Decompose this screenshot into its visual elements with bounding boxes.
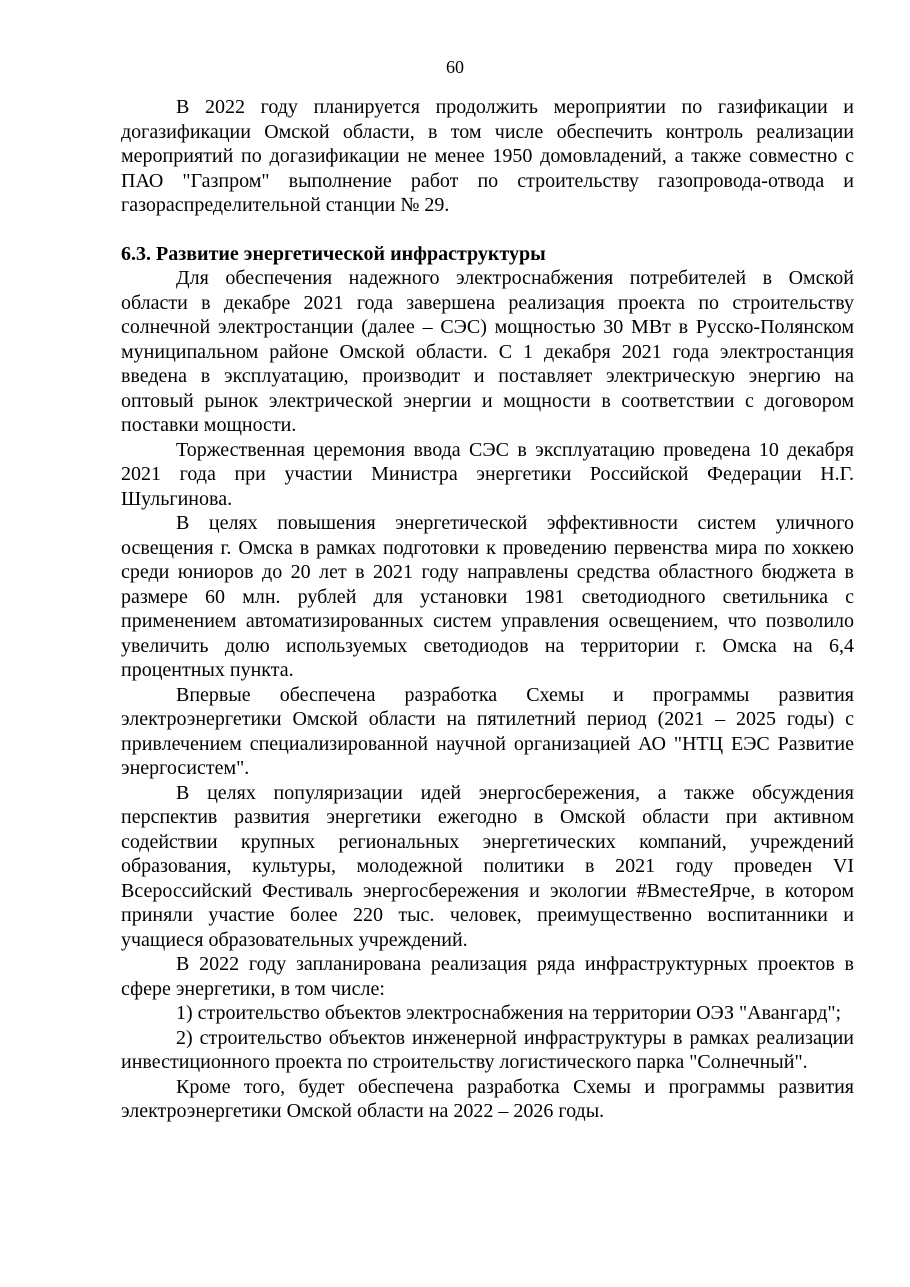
paragraph-gasification: В 2022 году планируется продолжить мероприятии по газификации и догазификации Омской области, в том числе обеспечить контроль реализации мероприятий по догазификации не менее 1950 домовладений, а также совместно с ПАО "Газпром" выполнение работ по строительству газопровода-отвода и газораспределительной станции № 29. bbox=[121, 96, 854, 216]
paragraph-energy-scheme: Впервые обеспечена разработка Схемы и программы развития электроэнергетики Омской области на пятилетний период (2021 – 2025 годы) с привлечением специализированной научной организацией АО "НТЦ ЕЭС Развитие энергосистем". bbox=[121, 683, 854, 779]
paragraph-festival: В целях популяризации идей энергосбережения, а также обсуждения перспектив развития энергетики ежегодно в Омской области при активном содействии крупных региональных энергетических компаний, учреждений образования, культуры, молодежной политики в 2021 году проведен VI Всероссийский Фестиваль энергосбережения и экологии #ВместеЯрче, в котором приняли участие более 220 тыс. человек, преимущественно воспитанники и учащиеся образовательных учреждений. bbox=[121, 781, 854, 951]
paragraph-ceremony: Торжественная церемония ввода СЭС в эксплуатацию проведена 10 декабря 2021 года при участии Министра энергетики Российской Федерации Н.Г. Шульгинова. bbox=[121, 438, 854, 510]
page-body bbox=[121, 95, 854, 1124]
paragraph-solar-plant: Для обеспечения надежного электроснабжения потребителей в Омской области в декабре 2021 года завершена реализация проекта по строительству солнечной электростанции (далее – СЭС) мощностью 30 МВт в Русско-Полянском муниципальном районе Омской области. С 1 декабря 2021 года электростанция введена в эксплуатацию, производит и поставляет электрическую энергию на оптовый рынок электрической энергии и мощности в соответствии с договором поставки мощности. bbox=[121, 267, 854, 436]
list-item-avangard: 1) строительство объектов электроснабжения на территории ОЭЗ "Авангард"; bbox=[176, 1002, 842, 1024]
section-heading: 6.3. Развитие энергетической инфраструктуры bbox=[121, 242, 546, 265]
paragraph-scheme-2022-2026: Кроме того, будет обеспечена разработка Схемы и программы развития электроэнергетики Омской области на 2022 – 2026 годы. bbox=[121, 1075, 854, 1122]
page-number: 60 bbox=[446, 57, 464, 77]
paragraph-projects-intro: В 2022 году запланирована реализация ряда инфраструктурных проектов в сфере энергетики, в том числе: bbox=[121, 953, 854, 1000]
paragraph-street-lighting: В целях повышения энергетической эффективности систем уличного освещения г. Омска в рамках подготовки к проведению первенства мира по хоккею среди юниоров до 20 лет в 2021 году направлены средства областного бюджета в размере 60 млн. рублей для установки 1981 светодиодного светильника с применением автоматизированных систем управления освещением, что позволило увеличить долю используемых светодиодов на территории г. Омска на 6,4 процентных пункта. bbox=[121, 512, 854, 681]
list-item-solnechny: 2) строительство объектов инженерной инфраструктуры в рамках реализации инвестиционного проекта по строительству логистического парка "Солнечный". bbox=[121, 1026, 854, 1073]
